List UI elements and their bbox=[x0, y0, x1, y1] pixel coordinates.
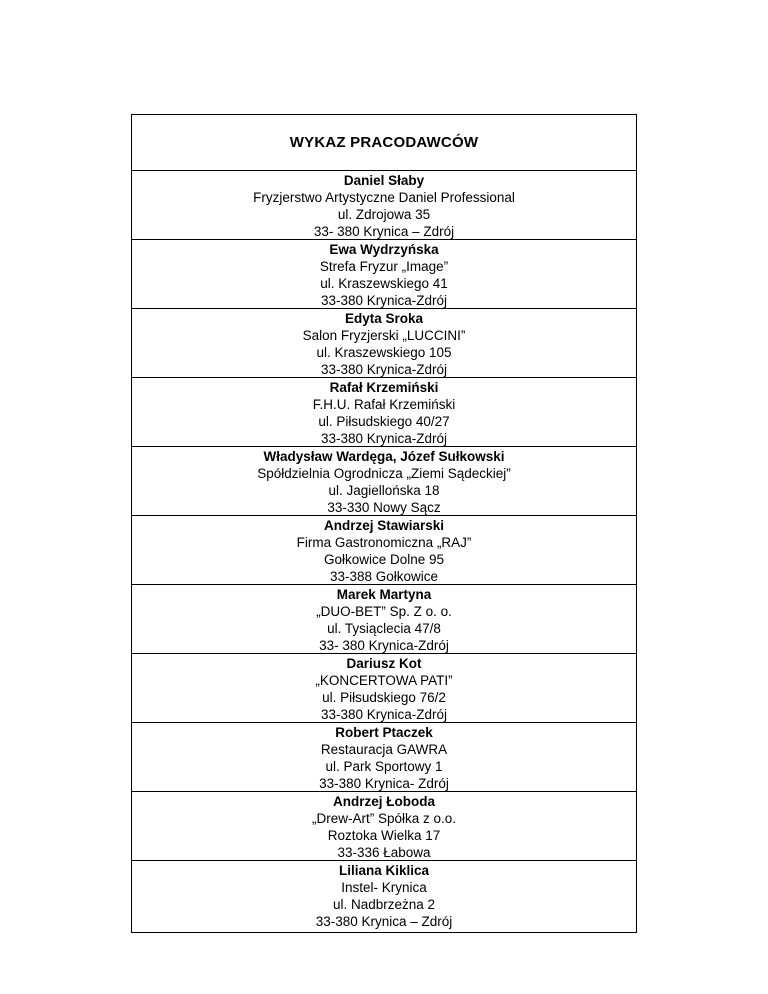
employer-name: Edyta Sroka bbox=[344, 311, 424, 326]
employer-company: Instel- Krynica bbox=[341, 880, 427, 895]
employer-city: 33-380 Krynica-Zdrój bbox=[320, 707, 448, 722]
employer-name: Daniel Słaby bbox=[343, 173, 425, 188]
employer-company: Salon Fryzjerski „LUCCINI” bbox=[302, 328, 466, 343]
employer-city: 33- 380 Krynica-Zdrój bbox=[319, 638, 449, 653]
page-title: WYKAZ PRACODAWCÓW bbox=[289, 134, 479, 151]
employer-street: ul. Jagiellońska 18 bbox=[328, 483, 440, 498]
employer-company: F.H.U. Rafał Krzemiński bbox=[312, 397, 456, 412]
employer-city: 33-388 Gołkowice bbox=[329, 569, 439, 584]
employer-street: ul. Park Sportowy 1 bbox=[325, 759, 443, 774]
employer-street: ul. Kraszewskiego 41 bbox=[320, 276, 448, 291]
employer-street: ul. Kraszewskiego 105 bbox=[316, 345, 452, 360]
employer-street: Gołkowice Dolne 95 bbox=[323, 552, 445, 567]
employer-name: Ewa Wydrzyńska bbox=[329, 242, 439, 257]
table-row bbox=[132, 723, 636, 792]
employer-company: „KONCERTOWA PATI” bbox=[315, 673, 453, 688]
table-row bbox=[132, 378, 636, 447]
table-row bbox=[132, 654, 636, 723]
table-header bbox=[132, 115, 636, 171]
employer-name: Marek Martyna bbox=[336, 587, 432, 602]
employer-street: ul. Piłsudskiego 40/27 bbox=[318, 414, 450, 429]
employer-street: ul. Nadbrzeżna 2 bbox=[332, 897, 436, 912]
employer-company: Restauracja GAWRA bbox=[320, 742, 448, 757]
employer-name: Liliana Kiklica bbox=[338, 863, 430, 878]
table-row bbox=[132, 792, 636, 861]
table-row bbox=[132, 861, 636, 932]
employer-city: 33-380 Krynica – Zdrój bbox=[315, 914, 453, 929]
employer-name: Rafał Krzemiński bbox=[329, 380, 439, 395]
employer-city: 33-380 Krynica-Zdrój bbox=[320, 431, 448, 446]
table-row bbox=[132, 309, 636, 378]
employer-table bbox=[131, 114, 637, 933]
employer-name: Władysław Wardęga, Józef Sułkowski bbox=[263, 449, 505, 464]
employer-street: Roztoka Wielka 17 bbox=[327, 828, 441, 843]
table-row bbox=[132, 171, 636, 240]
employer-city: 33-380 Krynica-Zdrój bbox=[320, 362, 448, 377]
employer-name: Dariusz Kot bbox=[346, 656, 422, 671]
employer-name: Andrzej Stawiarski bbox=[323, 518, 445, 533]
employer-city: 33-380 Krynica-Zdrój bbox=[320, 293, 448, 308]
table-row bbox=[132, 516, 636, 585]
employer-company: Fryzjerstwo Artystyczne Daniel Professional bbox=[253, 190, 515, 205]
employer-name: Andrzej Łoboda bbox=[333, 794, 435, 809]
employer-city: 33-336 Łabowa bbox=[337, 845, 431, 860]
employer-company: Spółdzielnia Ogrodnicza „Ziemi Sądeckiej” bbox=[257, 466, 511, 481]
employer-company: „DUO-BET” Sp. Z o. o. bbox=[316, 604, 452, 619]
employer-street: ul. Tysiąclecia 47/8 bbox=[327, 621, 441, 636]
employer-company: Strefa Fryzur „Image” bbox=[319, 259, 449, 274]
table-row bbox=[132, 585, 636, 654]
employer-street: ul. Zdrojowa 35 bbox=[337, 207, 431, 222]
employer-name: Robert Ptaczek bbox=[335, 725, 433, 740]
employer-company: „Drew-Art” Spółka z o.o. bbox=[311, 811, 457, 826]
employer-street: ul. Piłsudskiego 76/2 bbox=[322, 690, 446, 705]
employer-city: 33- 380 Krynica – Zdrój bbox=[313, 224, 455, 239]
employer-city: 33-380 Krynica- Zdrój bbox=[319, 776, 449, 791]
employer-company: Firma Gastronomiczna „RAJ” bbox=[296, 535, 472, 550]
table-row bbox=[132, 447, 636, 516]
table-row bbox=[132, 240, 636, 309]
employer-city: 33-330 Nowy Sącz bbox=[327, 500, 441, 515]
